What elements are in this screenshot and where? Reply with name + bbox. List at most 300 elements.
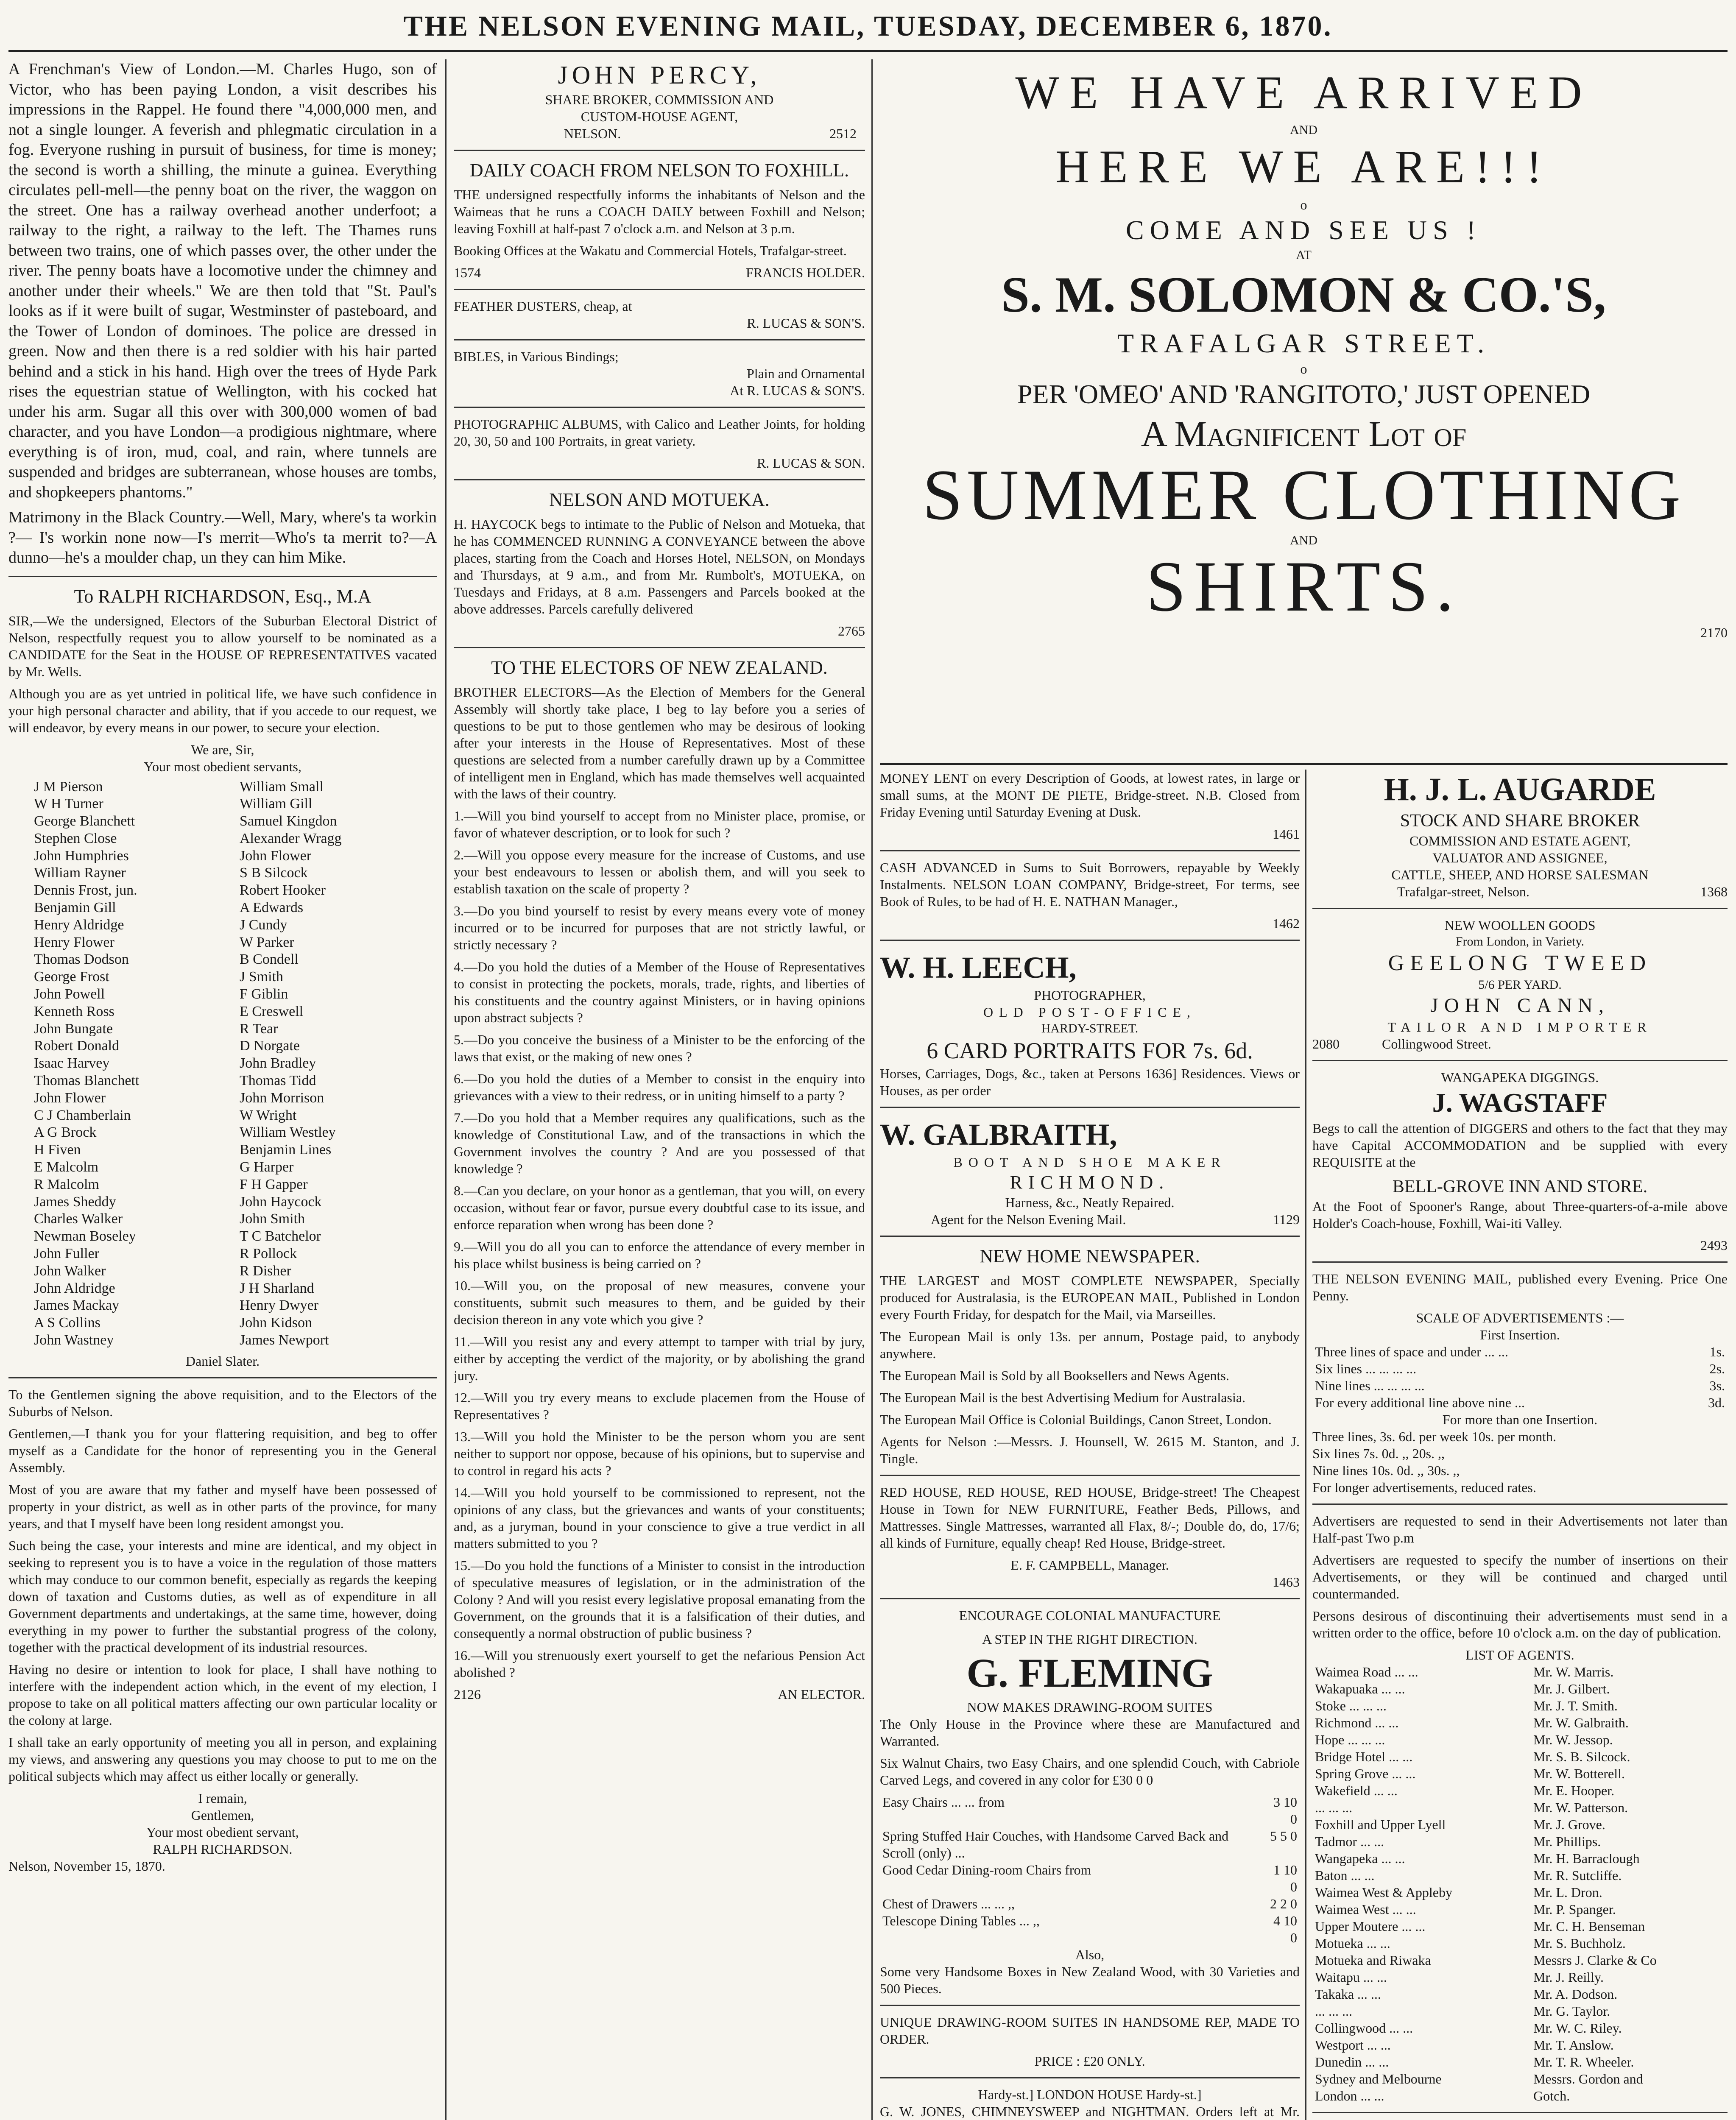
- agent-place: Wangapeka ... ...: [1315, 1851, 1405, 1866]
- photo-ad: PHOTOGRAPHIC ALBUMS, with Calico and Leather Joints, for holding 20, 30, 50 and 100 Portraits, in great variety.: [454, 416, 865, 449]
- newspaper-3: The European Mail is Sold by all Booksellers and News Agents.: [880, 1368, 1229, 1383]
- rate-row: [1312, 1394, 1728, 1411]
- fleming-six: Six Walnut Chairs, two Easy Chairs, and one splendid Couch, with Cabriole Carved Legs, and covered in any color for £30 0 0: [880, 1755, 1300, 1788]
- divider: [880, 1475, 1300, 1476]
- signer-name: Samuel Kingdon: [240, 813, 337, 829]
- we-are: We are, Sir,: [191, 742, 254, 757]
- signer-name: Henry Aldridge: [34, 917, 124, 933]
- agent-name: Mr. J. T. Smith.: [1533, 1698, 1618, 1713]
- agents-table: [1312, 1663, 1728, 2104]
- banner-and: AND: [1290, 123, 1317, 137]
- divider: [880, 1236, 1300, 1237]
- agent-row: [1312, 1884, 1728, 1901]
- banner-ships: PER 'OMEO' AND 'RANGITOTO,' JUST OPENED: [1017, 379, 1591, 409]
- signer-name: D Norgate: [240, 1038, 300, 1054]
- coach-signature: FRANCIS HOLDER.: [746, 265, 865, 280]
- frenchman-article: A Frenchman's View of London.—M. Charles Hugo, son of Victor, who has been paying London, a visit describes his impressions in the Rappel. He found there "4,000,000 men, and not a single lounger. A feverish and phlegmatic circulation in a fog. Everyone rushing in pursuit of business, for time is money; the second is worth a shilling, the minute a guinea. Everything circulates pell-mell—the penny boat on the river, the waggon on the street. One has a railway overhead another underfoot; a railway to the right, a railway to the left. The Thames runs between two trains, one of which passes over, the other under the river. The penny boats have a locomotive under the chimney and another under their wheels." We are then told that "St. Paul's looks as if it were built of sugar, Westminster of pasteboard, and the Tower of London of dominoes. The police are dressed in green. Now and then there is a red soldier with his hair parted behind and a stick in his hand. High over the trees of Hyde Park rises the equestrian statue of Wellington, with his cocked hat under his arm. Sugar all this over with 300,000 women of bad character, and you have London—a prodigious nightmare, where everything is of iron, mud, coal, and rain, where tunnels are suspended and bridges are subterranean, whose houses are tombs, and shopkeepers phantoms.": [8, 60, 437, 501]
- agent-name: Mr. G. Taylor.: [1533, 2003, 1610, 2019]
- rate-row-item: Three lines of space and under ... ...: [1315, 1344, 1508, 1359]
- signature: RALPH RICHARDSON.: [153, 1841, 293, 1857]
- augarde-footer: [1312, 883, 1728, 900]
- agent-row: [1312, 1833, 1728, 1850]
- rate-row-item: For every additional line above nine ...: [1315, 1395, 1525, 1410]
- also: Also,: [1075, 1947, 1105, 1962]
- agent-place: Foxhill and Upper Lyell: [1315, 1817, 1446, 1832]
- column-rule: [1305, 770, 1306, 2120]
- column-2: [454, 59, 865, 2120]
- agent-name: Mr. S. Buchholz.: [1533, 1936, 1626, 1951]
- agent-place: Baton ... ...: [1315, 1868, 1375, 1883]
- signer-name: Benjamin Gill: [34, 900, 116, 916]
- elector-question: 2.—Will you oppose every measure for the increase of Customs, and use your best endeavours to lessen or abolish them, and will you seek to establish taxation on the scale of property ?: [454, 847, 865, 896]
- agent-name: Mr. S. B. Silcock.: [1533, 1749, 1630, 1764]
- coach-heading: DAILY COACH FROM NELSON TO FOXHILL.: [469, 160, 849, 181]
- agent-place: ... ... ...: [1315, 1800, 1352, 1815]
- elector-question: 15.—Do you hold the functions of a Minister to consist in the introduction of speculative measures of legislation, or in the administration of the Colony ? And will you resist every legislative proposal emanating from the Government, on the grounds that it is a falsification of their duties, and consequently a normal obstruction of public business ?: [454, 1558, 865, 1641]
- divider: [880, 2005, 1300, 2006]
- elector-footer: [454, 1686, 865, 1703]
- elector-question: 5.—Do you conceive the business of a Minister to be the enforcing of the laws that exist, or the making of new ones ?: [454, 1032, 865, 1064]
- banner-here: HERE WE ARE!!!: [1055, 141, 1552, 192]
- signer-name: A Edwards: [240, 900, 304, 916]
- agent-row: [1312, 1799, 1728, 1816]
- elector-question: 1.—Will you bind yourself to accept from no Minister place, promise, or favor of whatever description, or to look for such ?: [454, 808, 865, 840]
- column-rule: [871, 59, 873, 2120]
- agent-place: ... ... ...: [1315, 2003, 1352, 2019]
- banner-street: TRAFALGAR STREET.: [1117, 328, 1490, 358]
- elector-question: 11.—Will you resist any and every attempt to tamper with trial by jury, either by accepting the verdict of the majority, or by abolishing the grand jury.: [454, 1334, 865, 1383]
- agent-name: Mr. A. Dodson.: [1533, 1986, 1618, 2002]
- rate-row-item: Six lines ... ... ... ...: [1315, 1361, 1417, 1376]
- rate-row-price: 2s.: [1709, 1361, 1725, 1376]
- unique-price: PRICE : £20 ONLY.: [1034, 2053, 1145, 2069]
- price-row: [880, 1895, 1300, 1912]
- rate-row-item: Nine lines ... ... ... ...: [1315, 1378, 1425, 1393]
- reply-4: Having no desire or intention to look for place, I shall have nothing to interfere with the independent action which, in the event of my election, I propose to take on all political matters affecting our own particular locality or the colony at large.: [8, 1661, 437, 1728]
- price-row-price: 3 10 0: [1273, 1794, 1297, 1827]
- signer-name: R Disher: [240, 1263, 291, 1279]
- obedient: Your most obedient servants,: [144, 759, 301, 774]
- feather-signature: R. LUCAS & SON'S.: [747, 315, 865, 331]
- signer-name: John Wastney: [34, 1332, 114, 1348]
- agent-name: Mr. W. Patterson.: [1533, 1800, 1628, 1815]
- signer-name: J M Pierson: [34, 778, 103, 795]
- divider: [454, 479, 865, 480]
- agent-place: Richmond ... ...: [1315, 1715, 1399, 1730]
- galbraith-repair: Harness, &c., Neatly Repaired.: [1005, 1195, 1175, 1210]
- newspaper-6: Agents for Nelson :—Messrs. J. Hounsell, W. 2615 M. Stanton, and J. Tingle.: [880, 1434, 1300, 1466]
- newspaper-title: THE NELSON EVENING MAIL, TUESDAY, DECEMBER 6, 1870.: [403, 10, 1333, 42]
- signer-name: E Creswell: [240, 1003, 304, 1019]
- elector-question: 12.—Will you try every means to exclude placemen from the House of Representatives ?: [454, 1390, 865, 1422]
- newspaper-heading: NEW HOME NEWSPAPER.: [980, 1246, 1200, 1266]
- signer-name: John Fuller: [34, 1246, 99, 1262]
- agent-name: Gotch.: [1533, 2088, 1570, 2103]
- fleming-name: G. FLEMING: [966, 1650, 1213, 1696]
- column-1: [8, 59, 437, 2120]
- signer-name: J Smith: [240, 969, 283, 985]
- signer-name: C J Chamberlain: [34, 1107, 131, 1123]
- signer-name: John Humphries: [34, 848, 129, 864]
- augarde-1: STOCK AND SHARE BROKER: [1400, 811, 1640, 831]
- woollen-heading: NEW WOOLLEN GOODS: [1444, 917, 1596, 933]
- agent-place: Tadmor ... ...: [1315, 1834, 1384, 1849]
- agent-name: Mr. W. Jessop.: [1533, 1732, 1613, 1747]
- agent-place: Wakefield ... ...: [1315, 1783, 1398, 1798]
- rate-line: Six lines 7s. 0d. ,, 20s. ,,: [1312, 1446, 1445, 1461]
- bellgrove-body: At the Foot of Spooner's Range, about Three-quarters-of-a-mile above Holder's Coach-house, Foxhill, Wai-iti Valley.: [1312, 1199, 1728, 1231]
- signer-name: W H Turner: [34, 796, 103, 812]
- divider: [8, 576, 437, 577]
- banner-summer: SUMMER CLOTHING: [922, 455, 1685, 535]
- galbraith-footer: [880, 1211, 1300, 1228]
- column-4: [1312, 770, 1728, 2120]
- bellgrove-heading: BELL-GROVE INN AND STORE.: [1392, 1177, 1648, 1197]
- signer-name: George Blanchett: [34, 813, 135, 829]
- leech-office: OLD POST-OFFICE,: [983, 1004, 1196, 1020]
- rate-row: [1312, 1377, 1728, 1394]
- banner-rule: [880, 763, 1728, 765]
- encourage-heading: ENCOURAGE COLONIAL MANUFACTURE: [959, 1608, 1221, 1623]
- agent-name: Mr. P. Spanger.: [1533, 1902, 1616, 1917]
- signer-name: John Powell: [34, 986, 105, 1002]
- agent-row: [1312, 1901, 1728, 1918]
- signer-name: Dennis Frost, jun.: [34, 882, 137, 898]
- redhouse-signature: E. F. CAMPBELL, Manager.: [1010, 1557, 1169, 1573]
- agent-place: Takaka ... ...: [1315, 1986, 1381, 2002]
- signers-right: [240, 778, 437, 1349]
- matrimony-article: Matrimony in the Black Country.—Well, Mary, where's ta workin ?— I's workin none now—I's merrit—Who's ta merrit to?—A dunno—he's a moulder chap, un they can him Mike.: [8, 508, 437, 566]
- agent-place: Wakapuaka ... ...: [1315, 1681, 1405, 1696]
- to-gentlemen: To the Gentlemen signing the above requisition, and to the Electors of the Suburbs of Nelson.: [8, 1386, 437, 1419]
- price-row: [880, 1912, 1300, 1946]
- signer-name: John Smith: [240, 1211, 305, 1227]
- agents-heading: LIST OF AGENTS.: [1465, 1647, 1574, 1663]
- signer-name: E Malcolm: [34, 1159, 99, 1175]
- banner-lot: A Magnificent Lot of: [1141, 413, 1467, 454]
- last-signer: Daniel Slater.: [185, 1353, 260, 1369]
- agent-place: Hope ... ... ...: [1315, 1732, 1385, 1747]
- newspaper-1: THE LARGEST and MOST COMPLETE NEWSPAPER, Specially produced for Australasia, is the EUROPEAN MAIL, Published in London every Fourth Friday, for despatch for the Mail, via Marseilles.: [880, 1273, 1300, 1322]
- agent-place: Stoke ... ... ...: [1315, 1698, 1387, 1713]
- signer-name: F H Gapper: [240, 1176, 308, 1192]
- more-rates: [1312, 1428, 1728, 1479]
- bibles-signature: At R. LUCAS & SON'S.: [730, 383, 865, 398]
- banner-shirts: SHIRTS.: [1146, 546, 1462, 626]
- signer-name: William Rayner: [34, 865, 126, 881]
- price-row: [880, 1794, 1300, 1827]
- signer-name: A G Brock: [34, 1124, 97, 1141]
- price-row: [880, 1861, 1300, 1895]
- banner-ornament: o: [1300, 197, 1307, 212]
- advertisers-3: Persons desirous of discontinuing their advertisements must send in a written order to the office, before 10 o'clock a.m. on the day of publication.: [1312, 1608, 1728, 1640]
- signer-name: R Tear: [240, 1021, 278, 1037]
- divider: [1312, 1261, 1728, 1263]
- portraits-body: Horses, Carriages, Dogs, &c., taken at Persons 1636] Residences. Views or Houses, as per order: [880, 1066, 1300, 1098]
- price-row-item: Spring Stuffed Hair Couches, with Handsome Carved Back and Scroll (only) ...: [882, 1828, 1229, 1861]
- agent-row: [1312, 1918, 1728, 1935]
- agent-name: Messrs J. Clarke & Co: [1533, 1953, 1657, 1968]
- portraits-price: 6 CARD PORTRAITS FOR 7s. 6d.: [927, 1038, 1253, 1063]
- signer-name: John Bradley: [240, 1055, 316, 1071]
- signer-name: R Pollock: [240, 1246, 297, 1262]
- signer-name: T C Batchelor: [240, 1228, 321, 1244]
- signer-name: Stephen Close: [34, 830, 117, 846]
- signer-name: B Condell: [240, 951, 299, 968]
- geelong-price: 5/6 PER YARD.: [1478, 978, 1562, 992]
- augarde-number: 1368: [1700, 884, 1728, 899]
- galbraith-number: 1129: [1273, 1212, 1300, 1227]
- agent-row: [1312, 1731, 1728, 1748]
- money-lent-number: 1461: [1273, 826, 1300, 842]
- divider: [1312, 1060, 1728, 1061]
- elector-signature: AN ELECTOR.: [778, 1687, 865, 1702]
- agent-row: [1312, 2053, 1728, 2070]
- agent-place: Spring Grove ... ...: [1315, 1766, 1416, 1781]
- agent-row: [1312, 2087, 1728, 2104]
- signer-name: John Flower: [240, 848, 312, 864]
- requisition-text-2: Although you are as yet untried in political life, we have such confidence in your high personal character and ability, that if you accede to our request, we will endeavor, by every means in our power, to secure your election.: [8, 686, 437, 735]
- signer-name: James Newport: [240, 1332, 329, 1348]
- signer-name: Thomas Blanchett: [34, 1073, 140, 1089]
- signer-name: John Aldridge: [34, 1280, 115, 1296]
- elector-question: 7.—Do you hold that a Member requires any qualifications, such as the knowledge of Constitutional Law, and of the transactions in which the Government involves the country ? And are you possessed of that knowledge ?: [454, 1110, 865, 1176]
- requisition-text: SIR,—We the undersigned, Electors of the Suburban Electoral District of Nelson, respectfully request you to allow yourself to be nominated as a CANDIDATE for the Seat in the HOUSE OF REPRESENTATIVES vacated by Mr. Wells.: [8, 613, 437, 679]
- cash-ad: CASH ADVANCED in Sums to Suit Borrowers, repayable by Weekly Instalments. NELSON LOAN COMPANY, Bridge-street, For terms, see Book of Rules, to be had of H. E. NATHAN Manager.,: [880, 860, 1300, 909]
- agent-place: Motueka and Riwaka: [1315, 1953, 1431, 1968]
- divider: [880, 940, 1300, 941]
- agent-name: Mr. W. C. Riley.: [1533, 2020, 1622, 2036]
- divider: [880, 850, 1300, 851]
- percy-line1: SHARE BROKER, COMMISSION AND: [545, 92, 774, 107]
- signer-name: John Walker: [34, 1263, 106, 1279]
- agent-row: [1312, 1935, 1728, 1952]
- elector-question: 16.—Will you strenuously exert yourself to get the nefarious Pension Act abolished ?: [454, 1648, 865, 1680]
- leech-street: HARDY-STREET.: [1041, 1021, 1139, 1035]
- elector-question: 4.—Do you hold the duties of a Member of the House of Representatives to consist in protecting the pockets, morals, trade, rights, and liberties of his constituents and the country against Ministers, or in having opinions upon abstract subjects ?: [454, 959, 865, 1025]
- rate-line: Three lines, 3s. 6d. per week 10s. per month.: [1312, 1429, 1556, 1444]
- agent-row: [1312, 1986, 1728, 2003]
- masthead-rule: [8, 50, 1728, 52]
- advertisers-1: Advertisers are requested to send in their Advertisements not later than Half-past Two p.m: [1312, 1513, 1728, 1545]
- agent-place: Sydney and Melbourne: [1315, 2071, 1442, 2087]
- cann-number: 2080: [1312, 1036, 1340, 1052]
- agent-row: [1312, 1867, 1728, 1884]
- agent-name: Mr. J. Gilbert.: [1533, 1681, 1610, 1696]
- motueka-body: H. HAYCOCK begs to intimate to the Public of Nelson and Motueka, that he has COMMENCED RUNNING A CONVEYANCE between the above places, starting from the Coach and Horses Hotel, NELSON, on Mondays and Thursdays, at 9 a.m., and from Mr. Rumbolt's, MOTUEKA, on Tuesdays and Fridays, at 8 a.m. Passengers and Parcels booked at the above addresses. Parcels carefully delivered: [454, 516, 865, 616]
- agent-place: Collingwood ... ...: [1315, 2020, 1413, 2036]
- agent-name: Mr. Phillips.: [1533, 1834, 1601, 1849]
- signer-name: James Mackay: [34, 1297, 120, 1314]
- augarde-3: VALUATOR AND ASSIGNEE,: [1432, 850, 1608, 865]
- solomon-banner: [880, 59, 1728, 763]
- agent-name: Mr. C. H. Benseman: [1533, 1919, 1645, 1934]
- reply-5: I shall take an early opportunity of meeting you all in person, and explaining my views, and answering any questions you may choose to put to me on the political subjects which may affect us either locally or generally.: [8, 1734, 437, 1784]
- signer-name: John Haycock: [240, 1194, 322, 1210]
- longer-note: For longer advertisements, reduced rates.: [1312, 1480, 1536, 1495]
- divider: [880, 1107, 1300, 1108]
- banner-and-2: AND: [1290, 533, 1317, 547]
- price-row-item: Telescope Dining Tables ... ,,: [882, 1913, 1040, 1928]
- elector-question: 14.—Will you hold yourself to be commissioned to represent, not the opinions of any class, but the grievances and wants of your constituents; and, as a juryman, bound in your conscience to give a true verdict in all matters submitted to you ?: [454, 1485, 865, 1551]
- masthead: [0, 0, 1736, 51]
- rate-row-price: 3s.: [1709, 1378, 1725, 1393]
- signer-name: John Morrison: [240, 1090, 324, 1106]
- banner-arrived: WE HAVE ARRIVED: [1015, 67, 1592, 118]
- agent-place: Waimea West ... ...: [1315, 1902, 1416, 1917]
- geelong-heading: GEELONG TWEED: [1388, 951, 1652, 975]
- wagstaff-body: Begs to call the attention of DIGGERS and others to the fact that they may have Capital ACCOMMODATION and be supplied with every REQUISITE at the: [1312, 1120, 1728, 1170]
- agent-name: Mr. T. Anslow.: [1533, 2037, 1614, 2053]
- signer-name: A S Collins: [34, 1315, 100, 1331]
- galbraith-trade: BOOT AND SHOE MAKER: [953, 1155, 1226, 1170]
- rate-row: [1312, 1360, 1728, 1377]
- signer-name: Benjamin Lines: [240, 1142, 332, 1158]
- rate-row-price: 3d.: [1708, 1395, 1725, 1410]
- cann-footer: [1312, 1035, 1728, 1052]
- agent-row: [1312, 2036, 1728, 2053]
- percy-name: JOHN PERCY,: [558, 61, 761, 89]
- rate-row-price: 1s.: [1709, 1344, 1725, 1359]
- first-rates-table: [1312, 1343, 1728, 1411]
- newspaper-5: The European Mail Office is Colonial Buildings, Canon Street, London.: [880, 1412, 1272, 1427]
- agent-name: Mr. W. Galbraith.: [1533, 1715, 1629, 1730]
- fleming-sub: NOW MAKES DRAWING-ROOM SUITES: [967, 1699, 1213, 1715]
- signer-name: John Flower: [34, 1090, 106, 1106]
- electors-heading: TO THE ELECTORS OF NEW ZEALAND.: [491, 657, 828, 678]
- questions-list: [454, 807, 865, 1681]
- banner-firm: S. M. SOLOMON & CO.'S,: [1001, 266, 1606, 323]
- agent-row: [1312, 1782, 1728, 1799]
- agent-row: [1312, 2020, 1728, 2036]
- wagstaff-name: J. WAGSTAFF: [1432, 1087, 1608, 1118]
- signer-name: W Wright: [240, 1107, 297, 1123]
- signer-name: Henry Dwyer: [240, 1297, 318, 1314]
- divider: [454, 647, 865, 648]
- money-lent-ad: MONEY LENT on every Description of Goods, at lowest rates, in large or small sums, at the MONT DE PIETE, Bridge-street. N.B. Closed from Friday Evening until Saturday Evening at Dusk.: [880, 770, 1300, 820]
- divider: [880, 1598, 1300, 1599]
- divider: [454, 407, 865, 408]
- signer-name: W Parker: [240, 934, 294, 950]
- agent-name: Mr. R. Sutcliffe.: [1533, 1868, 1622, 1883]
- bellgrove-number: 2493: [1700, 1238, 1728, 1253]
- divider: [1312, 1504, 1728, 1505]
- banner-come: COME AND SEE US !: [1126, 215, 1482, 245]
- coach-number: 1574: [454, 265, 481, 280]
- newspaper-4: The European Mail is the best Advertising Medium for Australasia.: [880, 1390, 1246, 1405]
- agent-place: Bridge Hotel ... ...: [1315, 1749, 1413, 1764]
- agent-row: [1312, 1969, 1728, 1986]
- servant: Your most obedient servant,: [146, 1824, 299, 1840]
- fleming-price-table: [880, 1794, 1300, 1946]
- augarde-2: COMMISSION AND ESTATE AGENT,: [1409, 833, 1631, 848]
- signer-name: G Harper: [240, 1159, 294, 1175]
- banner-ornament-2: o: [1300, 361, 1307, 377]
- reply-2: Most of you are aware that my father and myself have been possessed of property in your district, as well as in other parts of the province, for many years, and that I myself have been long resident amongst you.: [8, 1481, 437, 1531]
- agent-place: Westport ... ...: [1315, 2037, 1391, 2053]
- signer-name: Thomas Dodson: [34, 951, 129, 968]
- divider: [880, 2077, 1300, 2078]
- price-row-item: Easy Chairs ... ... from: [882, 1794, 1005, 1810]
- signer-name: Newman Boseley: [34, 1228, 136, 1244]
- signer-name: Robert Hooker: [240, 882, 326, 898]
- signer-name: J Cundy: [240, 917, 287, 933]
- rate-row: [1312, 1343, 1728, 1360]
- column-3: [880, 770, 1300, 2120]
- augarde-4: CATTLE, SHEEP, AND HORSE SALESMAN: [1391, 867, 1649, 882]
- signer-name: R Malcolm: [34, 1176, 99, 1192]
- signer-name: William Small: [240, 778, 324, 795]
- signer-name: J H Sharland: [240, 1280, 314, 1296]
- agent-name: Mr. J. Reilly.: [1533, 1969, 1604, 1985]
- elector-question: 9.—Will you do all you can to enforce the attendance of every member in his place whilst business is being carried on ?: [454, 1239, 865, 1271]
- redhouse-ad: RED HOUSE, RED HOUSE, RED HOUSE, Bridge-street! The Cheapest House in Town for NEW FURNITURE, Feather Beds, Pillows, and Mattresses. Single Mattresses, warranted all Flax, 8/-; Double do, do, 17/6; all kinds of Furniture, equally cheap! Red House, Bridge-street.: [880, 1484, 1300, 1551]
- agent-name: Mr. L. Dron.: [1533, 1885, 1602, 1900]
- wangapeka-heading: WANGAPEKA DIGGINGS.: [1441, 1069, 1599, 1085]
- photo-signature: R. LUCAS & SON.: [756, 455, 865, 471]
- agent-name: Mr. H. Barraclough: [1533, 1851, 1640, 1866]
- coach-body: THE undersigned respectfully informs the inhabitants of Nelson and the Waimeas that he runs a COACH DAILY between Foxhill and Nelson; leaving Foxhill at half-past 7 o'clock a.m. and Nelson at 3 p.m.: [454, 187, 865, 236]
- divider: [454, 150, 865, 151]
- signer-name: John Bungate: [34, 1021, 113, 1037]
- price-row-price: 1 10 0: [1273, 1862, 1297, 1894]
- price-row-price: 5 5 0: [1270, 1828, 1297, 1844]
- galbraith-town: RICHMOND.: [1010, 1172, 1170, 1193]
- motueka-number: 2765: [838, 623, 865, 639]
- agent-name: Mr. W. Marris.: [1533, 1664, 1614, 1679]
- galbraith-name: W. GALBRAITH,: [880, 1118, 1117, 1152]
- boxes: Some very Handsome Boxes in New Zealand Wood, with 30 Varieties and 500 Pieces.: [880, 1964, 1300, 1996]
- price-row-price: 2 2 0: [1270, 1896, 1297, 1911]
- feather-ad: FEATHER DUSTERS, cheap, at: [454, 298, 632, 314]
- agent-row: [1312, 2003, 1728, 2020]
- electors-intro: BROTHER ELECTORS—As the Election of Members for the General Assembly will shortly take place, I beg to lay before you a series of questions to be put to those gentlemen who may be desirous of looking after your interests in the House of Representatives. Most of these questions are selected from a number carefully drawn up by a Committee of intelligent men in England, which has made themselves well acquainted with the laws of their country.: [454, 684, 865, 801]
- requisition-heading: To RALPH RICHARDSON, Esq., M.A: [74, 586, 371, 607]
- divider: [1312, 908, 1728, 909]
- elector-question: 6.—Do you hold the duties of a Member to consist in the enquiry into grievances with a view to their redress, or in uniting himself to a party ?: [454, 1071, 865, 1103]
- agent-row: [1312, 1697, 1728, 1714]
- unique: UNIQUE DRAWING-ROOM SUITES IN HANDSOME REP, MADE TO ORDER.: [880, 2014, 1300, 2047]
- motueka-heading: NELSON AND MOTUEKA.: [549, 489, 770, 510]
- agent-name: Mr. E. Hooper.: [1533, 1783, 1615, 1798]
- price-row-price: 4 10 0: [1273, 1913, 1297, 1945]
- agent-row: [1312, 1714, 1728, 1731]
- banner-at: AT: [1296, 248, 1312, 262]
- agent-name: Mr. T. R. Wheeler.: [1533, 2054, 1634, 2070]
- fleming-only: The Only House in the Province where these are Manufactured and Warranted.: [880, 1716, 1300, 1749]
- advertisers-2: Advertisers are requested to specify the number of insertions on their Advertisements, or they will be continued and charged until countermanded.: [1312, 1552, 1728, 1601]
- agent-row: [1312, 1680, 1728, 1697]
- i-remain: I remain,: [198, 1790, 247, 1806]
- signer-name: William Gill: [240, 796, 313, 812]
- column-rule: [445, 59, 447, 2120]
- cann-trade: TAILOR AND IMPORTER: [1387, 1019, 1652, 1035]
- percy-line2: CUSTOM-HOUSE AGENT,: [581, 109, 738, 124]
- agent-place: Waitapu ... ...: [1315, 1969, 1387, 1985]
- reply-3: Such being the case, your interests and mine are identical, and my object in seeking to represent you is to have a voice in the regulation of those matters which may conduce to our common benefit, especially as regards the keeping down of taxation and Customs duties, as well as of expenditure in all Government departments and undertakings, at the same time, however, doing everything in my power to further the substantial progress of the colony, together with the practical development of its industrial resources.: [8, 1537, 437, 1655]
- cann-street: Collingwood Street.: [1382, 1036, 1491, 1052]
- elector-number: 2126: [454, 1687, 481, 1702]
- bibles-ad: BIBLES, in Various Bindings;: [454, 349, 619, 364]
- signer-name: William Westley: [240, 1124, 336, 1141]
- first-insertion: First Insertion.: [1480, 1327, 1560, 1342]
- signer-name: F Giblin: [240, 986, 288, 1002]
- scale-heading: SCALE OF ADVERTISEMENTS :—: [1416, 1310, 1624, 1325]
- agent-row: [1312, 1850, 1728, 1867]
- signer-name: H Fiven: [34, 1142, 81, 1158]
- signer-name: Alexander Wragg: [240, 830, 342, 846]
- percy-town: NELSON.: [564, 126, 621, 141]
